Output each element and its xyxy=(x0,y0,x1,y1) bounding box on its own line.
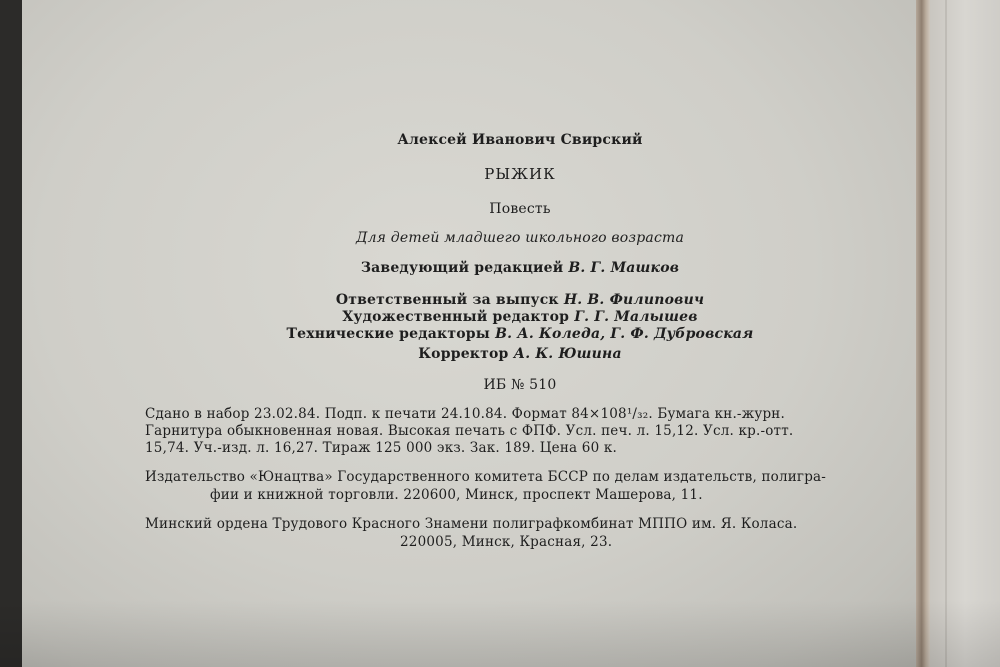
credit-line xyxy=(250,292,790,308)
credit-role: Художественный редактор xyxy=(342,309,570,325)
book-title: РЫЖИК xyxy=(484,165,556,183)
credit-line xyxy=(250,326,790,342)
credit-role: Ответственный за выпуск xyxy=(335,292,559,308)
credit-role: Технические редакторы xyxy=(286,326,490,342)
credit-name: В. А. Коледа, Г. Ф. Дубровская xyxy=(495,326,754,342)
printer-line: Минский ордена Трудового Красного Знамени полиграфкомбинат МППО им. Я. Коласа. xyxy=(145,516,798,532)
page-spine-edge xyxy=(916,0,930,667)
book-genre: Повесть xyxy=(489,201,551,217)
adjacent-page-fold xyxy=(945,0,947,667)
print-details-line: 15,74. Уч.-изд. л. 16,27. Тираж 125 000 экз. Зак. 189. Цена 60 к. xyxy=(145,440,617,456)
author-name: Алексей Иванович Свирский xyxy=(397,132,643,148)
print-details-line: Сдано в набор 23.02.84. Подп. к печати 24.10.84. Формат 84×108¹/₃₂. Бумага кн.-журн. xyxy=(145,406,785,422)
printer-line: 220005, Минск, Красная, 23. xyxy=(400,534,613,550)
credit-line xyxy=(250,346,790,362)
credit-name: Г. Г. Малышев xyxy=(574,309,698,325)
credit-role: Корректор xyxy=(418,346,509,362)
credit-name: В. Г. Машков xyxy=(568,260,680,276)
publisher-line: Издательство «Юнацтва» Государственного комитета БССР по делам издательств, полигра- xyxy=(145,469,827,485)
credit-role: Заведующий редакцией xyxy=(360,260,564,276)
target-audience: Для детей младшего школьного возраста xyxy=(355,230,685,246)
publisher-line: фии и книжной торговли. 220600, Минск, проспект Машерова, 11. xyxy=(210,487,703,503)
print-details-line: Гарнитура обыкновенная новая. Высокая печать с ФПФ. Усл. печ. л. 15,12. Усл. кр.-отт. xyxy=(145,423,794,439)
adjacent-page xyxy=(930,0,1000,667)
credit-name: Н. В. Филипович xyxy=(563,292,705,308)
credit-name: А. К. Юшина xyxy=(513,346,622,362)
ib-number: ИБ № 510 xyxy=(483,377,557,393)
credit-line xyxy=(250,309,790,325)
page-shadow xyxy=(0,600,1000,667)
credit-line xyxy=(250,260,790,276)
